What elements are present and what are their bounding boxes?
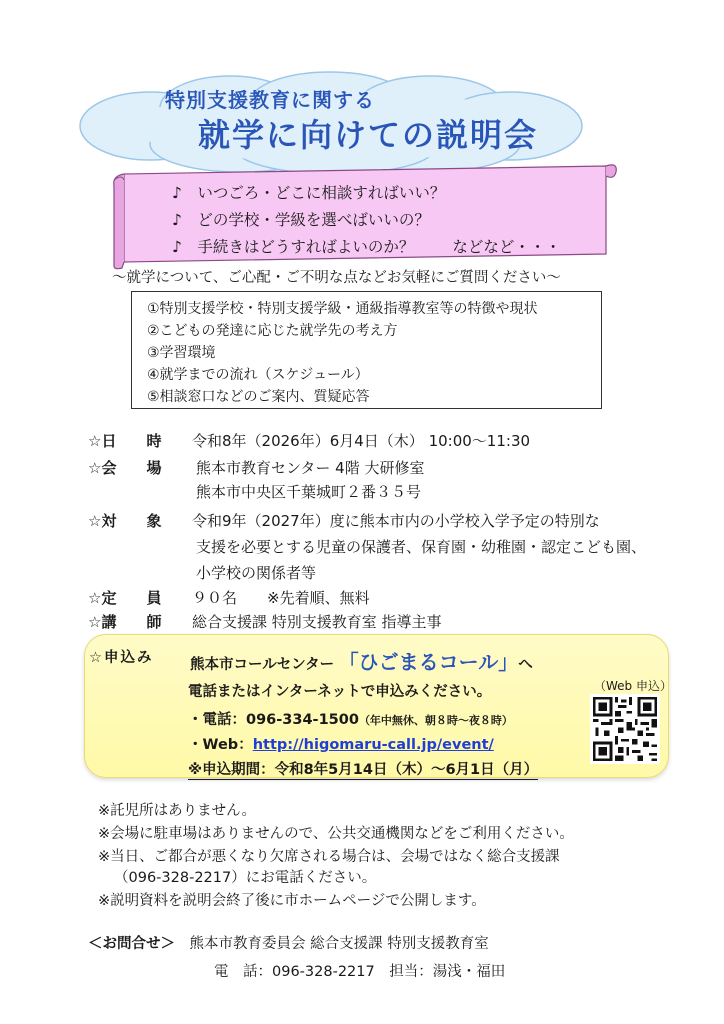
contact-phone: 電 話：096-328-2217 担当：湯浅・福田 xyxy=(214,964,506,980)
target-line: 小学校の関係者等 xyxy=(196,564,317,582)
apply-web-label: ・Web： xyxy=(188,737,253,753)
topic-item: ⑤相談窓口などのご案内、質疑応答 xyxy=(147,389,370,405)
web-apply-label: （Web 申込） xyxy=(594,679,672,693)
venue-label: ☆会 場 xyxy=(88,459,162,477)
topic-item: ④就学までの流れ（スケジュール） xyxy=(147,367,369,383)
topic-item: ②こどもの発達に応じた就学先の考え方 xyxy=(147,323,398,339)
apply-phone-number: ・電話：096-334-1500 xyxy=(188,712,359,728)
question-item xyxy=(172,235,561,257)
contact-line xyxy=(88,932,489,953)
apply-label: ☆申込み xyxy=(89,650,154,666)
lecturer-value: 総合支援課 特別支援教育室 指導主事 xyxy=(192,613,442,631)
call-center-suffix: へ xyxy=(518,657,533,673)
call-center-prefix: 熊本市コールセンター xyxy=(190,657,335,673)
date-value: 令和8年（2026年）6月4日（木） 10:00～11:30 xyxy=(192,432,531,450)
apply-phone-hours: （年中無休、朝８時～夜８時） xyxy=(358,714,513,727)
question-item: ♪ どの学校・学級を選べばいいの？ xyxy=(172,211,430,229)
note-item: ※説明資料を説明会終了後に市ホームページで公開します。 xyxy=(98,893,486,909)
apply-instructions: 電話またはインターネットで申込みください。 xyxy=(188,684,492,700)
apply-web-link[interactable]: http://higomaru-call.jp/event/ xyxy=(252,737,494,753)
event-title: 就学に向けての説明会 xyxy=(198,116,539,154)
event-subtitle: 特別支援教育に関する xyxy=(165,88,375,112)
call-center xyxy=(190,646,533,675)
capacity-label: ☆定 員 xyxy=(88,589,162,607)
venue-address: 熊本市中央区千葉城町２番３５号 xyxy=(196,483,422,501)
venue-name: 熊本市教育センター 4階 大研修室 xyxy=(196,459,425,477)
apply-phone xyxy=(188,708,513,729)
target-label: ☆対 象 xyxy=(88,512,162,530)
target-line: 支援を必要とする児童の保護者、保育園・幼稚園・認定こども園、 xyxy=(196,538,647,556)
note-item: ※当日、ご都合が悪くなり欠席される場合は、会場ではなく総合支援課 xyxy=(98,849,560,865)
call-center-name: 「ひごまるコール」 xyxy=(348,650,519,674)
target-line: 令和9年（2027年）度に熊本市内の小学校入学予定の特別な xyxy=(192,512,600,530)
contact-org: 熊本市教育委員会 総合支援課 特別支援教育室 xyxy=(189,936,489,952)
lecturer-label: ☆講 師 xyxy=(88,613,162,631)
question-item: ♪ いつごろ・どこに相談すればいい？ xyxy=(172,184,446,202)
topic-item: ③学習環境 xyxy=(147,345,216,361)
date-label: ☆日 時 xyxy=(88,432,162,450)
question-text: ♪ 手続きはどうすればよいのか？ xyxy=(172,238,415,256)
tagline: ～就学について、ご心配・ご不明な点などお気軽にご質問ください～ xyxy=(112,270,561,286)
note-item: （096-328-2217）にお電話ください。 xyxy=(114,870,377,886)
question-note: などなど・・・ xyxy=(452,238,561,256)
apply-period: ※申込期間：令和8年5月14日（木）～6月1日（月） xyxy=(188,758,538,780)
contact-label: ＜お問合せ＞ xyxy=(88,936,175,952)
qr-code-icon[interactable] xyxy=(590,694,660,764)
note-item: ※託児所はありません。 xyxy=(98,803,257,819)
capacity-value: ９０名 ※先着順、無料 xyxy=(192,589,370,607)
apply-web xyxy=(188,733,494,754)
topic-item: ①特別支援学校・特別支援学級・通級指導教室等の特徴や現状 xyxy=(147,301,538,317)
note-item: ※会場に駐車場はありませんので、公共交通機関などをご利用ください。 xyxy=(98,826,574,842)
